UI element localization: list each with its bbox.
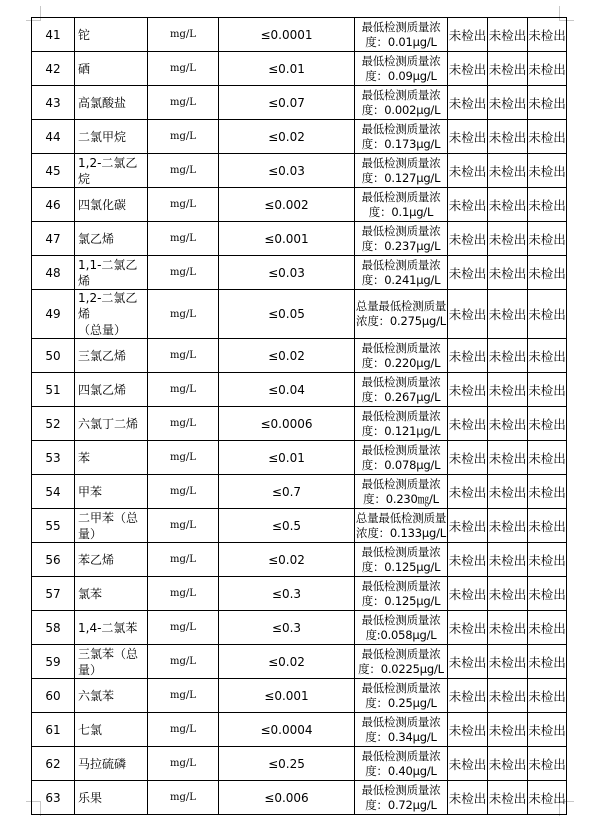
item-number: 42 <box>32 52 75 86</box>
indicator-name: 1,2-二氯乙烷 <box>75 154 148 188</box>
indicator-name: 1,4-二氯苯 <box>75 611 148 645</box>
unit-cell: mg/L <box>148 781 219 815</box>
item-number: 45 <box>32 154 75 188</box>
result-cell: 未检出 <box>488 747 528 781</box>
item-number: 46 <box>32 188 75 222</box>
unit-cell: mg/L <box>148 407 219 441</box>
table-row <box>32 679 567 713</box>
indicator-name: 六氯苯 <box>75 679 148 713</box>
result-cell: 未检出 <box>488 154 528 188</box>
result-cell: 未检出 <box>488 407 528 441</box>
item-number: 50 <box>32 339 75 373</box>
detection-note: 最低检测质量浓 度：0.25μg/L <box>355 679 448 713</box>
item-number: 63 <box>32 781 75 815</box>
table-row <box>32 154 567 188</box>
item-number: 49 <box>32 290 75 339</box>
limit-value: ≤0.002 <box>219 188 355 222</box>
result-cell: 未检出 <box>448 407 488 441</box>
indicator-name: 1,1-二氯乙烯 <box>75 256 148 290</box>
indicator-name: 二甲苯（总量） <box>75 509 148 543</box>
result-cell: 未检出 <box>528 577 567 611</box>
result-cell: 未检出 <box>528 86 567 120</box>
limit-value: ≤0.3 <box>219 577 355 611</box>
result-cell: 未检出 <box>488 188 528 222</box>
limit-value: ≤0.0006 <box>219 407 355 441</box>
item-number: 48 <box>32 256 75 290</box>
result-cell: 未检出 <box>488 52 528 86</box>
detection-note: 最低检测质量浓 度：0.125μg/L <box>355 577 448 611</box>
item-number: 47 <box>32 222 75 256</box>
result-cell: 未检出 <box>448 290 488 339</box>
limit-value: ≤0.0001 <box>219 18 355 52</box>
indicator-name: 六氯丁二烯 <box>75 407 148 441</box>
unit-cell: mg/L <box>148 373 219 407</box>
indicator-name: 三氯苯（总量） <box>75 645 148 679</box>
result-cell: 未检出 <box>488 645 528 679</box>
table-row <box>32 373 567 407</box>
result-cell: 未检出 <box>448 339 488 373</box>
indicator-name: 硒 <box>75 52 148 86</box>
item-number: 61 <box>32 713 75 747</box>
limit-value: ≤0.001 <box>219 679 355 713</box>
table-row <box>32 52 567 86</box>
result-cell: 未检出 <box>448 52 488 86</box>
indicator-name: 乐果 <box>75 781 148 815</box>
detection-note: 最低检测质量浓 度：0.72μg/L <box>355 781 448 815</box>
detection-note: 最低检测质量浓 度：0.078μg/L <box>355 441 448 475</box>
result-cell: 未检出 <box>448 475 488 509</box>
detection-note: 最低检测质量浓 度：0.230㎎/L <box>355 475 448 509</box>
unit-cell: mg/L <box>148 154 219 188</box>
item-number: 41 <box>32 18 75 52</box>
result-cell: 未检出 <box>528 475 567 509</box>
result-cell: 未检出 <box>448 713 488 747</box>
table-row <box>32 290 567 339</box>
item-number: 55 <box>32 509 75 543</box>
result-cell: 未检出 <box>528 441 567 475</box>
unit-cell: mg/L <box>148 222 219 256</box>
result-cell: 未检出 <box>448 645 488 679</box>
detection-note: 最低检测质量浓 度：0.220μg/L <box>355 339 448 373</box>
item-number: 44 <box>32 120 75 154</box>
indicator-name: 马拉硫磷 <box>75 747 148 781</box>
result-cell: 未检出 <box>488 441 528 475</box>
unit-cell: mg/L <box>148 18 219 52</box>
detection-note: 最低检测质量浓 度：0.173μg/L <box>355 120 448 154</box>
result-cell: 未检出 <box>488 373 528 407</box>
indicator-name: 四氯乙烯 <box>75 373 148 407</box>
limit-value: ≤0.02 <box>219 645 355 679</box>
result-cell: 未检出 <box>448 509 488 543</box>
limit-value: ≤0.02 <box>219 543 355 577</box>
result-cell: 未检出 <box>488 611 528 645</box>
result-cell: 未检出 <box>488 222 528 256</box>
table-row <box>32 713 567 747</box>
result-cell: 未检出 <box>488 475 528 509</box>
result-cell: 未检出 <box>528 154 567 188</box>
water-quality-table <box>31 17 567 815</box>
unit-cell: mg/L <box>148 441 219 475</box>
result-cell: 未检出 <box>448 679 488 713</box>
indicator-name: 1,2-二氯乙烯 （总量） <box>75 290 148 339</box>
item-number: 57 <box>32 577 75 611</box>
result-cell: 未检出 <box>528 290 567 339</box>
result-cell: 未检出 <box>488 509 528 543</box>
detection-note: 最低检测质量浓 度：0.241μg/L <box>355 256 448 290</box>
result-cell: 未检出 <box>448 781 488 815</box>
limit-value: ≤0.03 <box>219 154 355 188</box>
result-cell: 未检出 <box>528 188 567 222</box>
result-cell: 未检出 <box>488 713 528 747</box>
indicator-name: 七氯 <box>75 713 148 747</box>
result-cell: 未检出 <box>528 256 567 290</box>
unit-cell: mg/L <box>148 475 219 509</box>
limit-value: ≤0.03 <box>219 256 355 290</box>
indicator-name: 四氯化碳 <box>75 188 148 222</box>
item-number: 54 <box>32 475 75 509</box>
unit-cell: mg/L <box>148 577 219 611</box>
result-cell: 未检出 <box>448 441 488 475</box>
indicator-name: 氯乙烯 <box>75 222 148 256</box>
detection-note: 最低检测质量浓 度：0.125μg/L <box>355 543 448 577</box>
table-row <box>32 222 567 256</box>
unit-cell: mg/L <box>148 52 219 86</box>
result-cell: 未检出 <box>448 18 488 52</box>
result-cell: 未检出 <box>448 747 488 781</box>
table-row <box>32 441 567 475</box>
result-cell: 未检出 <box>528 339 567 373</box>
result-cell: 未检出 <box>488 577 528 611</box>
detection-note: 总量最低检测质量 浓度：0.133μg/L <box>355 509 448 543</box>
unit-cell: mg/L <box>148 611 219 645</box>
result-cell: 未检出 <box>448 373 488 407</box>
indicator-name: 高氯酸盐 <box>75 86 148 120</box>
detection-note: 最低检测质量浓 度：0.34μg/L <box>355 713 448 747</box>
indicator-name: 氯苯 <box>75 577 148 611</box>
item-number: 43 <box>32 86 75 120</box>
item-number: 51 <box>32 373 75 407</box>
unit-cell: mg/L <box>148 679 219 713</box>
result-cell: 未检出 <box>528 52 567 86</box>
result-cell: 未检出 <box>528 747 567 781</box>
table-row <box>32 120 567 154</box>
unit-cell: mg/L <box>148 543 219 577</box>
result-cell: 未检出 <box>528 611 567 645</box>
table-row <box>32 188 567 222</box>
unit-cell: mg/L <box>148 86 219 120</box>
item-number: 62 <box>32 747 75 781</box>
table-row <box>32 339 567 373</box>
table-row <box>32 645 567 679</box>
limit-value: ≤0.02 <box>219 339 355 373</box>
limit-value: ≤0.5 <box>219 509 355 543</box>
limit-value: ≤0.001 <box>219 222 355 256</box>
result-cell: 未检出 <box>448 222 488 256</box>
result-cell: 未检出 <box>488 339 528 373</box>
result-cell: 未检出 <box>528 373 567 407</box>
table-row <box>32 256 567 290</box>
table-row <box>32 577 567 611</box>
limit-value: ≤0.01 <box>219 52 355 86</box>
result-cell: 未检出 <box>528 679 567 713</box>
unit-cell: mg/L <box>148 290 219 339</box>
indicator-name: 苯乙烯 <box>75 543 148 577</box>
result-cell: 未检出 <box>448 120 488 154</box>
result-cell: 未检出 <box>448 256 488 290</box>
detection-note: 最低检测质量浓 度：0.121μg/L <box>355 407 448 441</box>
detection-note: 最低检测质量浓 度：0.40μg/L <box>355 747 448 781</box>
table-row <box>32 509 567 543</box>
limit-value: ≤0.05 <box>219 290 355 339</box>
detection-note: 最低检测质量浓 度：0.09μg/L <box>355 52 448 86</box>
result-cell: 未检出 <box>488 781 528 815</box>
item-number: 60 <box>32 679 75 713</box>
limit-value: ≤0.01 <box>219 441 355 475</box>
item-number: 53 <box>32 441 75 475</box>
result-cell: 未检出 <box>528 18 567 52</box>
detection-note: 最低检测质量浓 度：0.002μg/L <box>355 86 448 120</box>
result-cell: 未检出 <box>528 781 567 815</box>
result-cell: 未检出 <box>488 18 528 52</box>
unit-cell: mg/L <box>148 339 219 373</box>
unit-cell: mg/L <box>148 713 219 747</box>
result-cell: 未检出 <box>528 645 567 679</box>
limit-value: ≤0.02 <box>219 120 355 154</box>
limit-value: ≤0.25 <box>219 747 355 781</box>
limit-value: ≤0.3 <box>219 611 355 645</box>
result-cell: 未检出 <box>488 120 528 154</box>
table-row <box>32 747 567 781</box>
result-cell: 未检出 <box>488 256 528 290</box>
indicator-name: 甲苯 <box>75 475 148 509</box>
table-row <box>32 543 567 577</box>
result-cell: 未检出 <box>448 188 488 222</box>
table-row <box>32 475 567 509</box>
unit-cell: mg/L <box>148 120 219 154</box>
result-cell: 未检出 <box>448 611 488 645</box>
result-cell: 未检出 <box>528 407 567 441</box>
detection-note: 最低检测质量浓 度:0.058μg/L <box>355 611 448 645</box>
result-cell: 未检出 <box>448 543 488 577</box>
result-cell: 未检出 <box>528 713 567 747</box>
detection-note: 最低检测质量浓 度：0.267μg/L <box>355 373 448 407</box>
unit-cell: mg/L <box>148 645 219 679</box>
result-cell: 未检出 <box>448 154 488 188</box>
item-number: 52 <box>32 407 75 441</box>
table-row <box>32 18 567 52</box>
result-cell: 未检出 <box>528 543 567 577</box>
limit-value: ≤0.7 <box>219 475 355 509</box>
result-cell: 未检出 <box>488 86 528 120</box>
limit-value: ≤0.006 <box>219 781 355 815</box>
result-cell: 未检出 <box>528 222 567 256</box>
detection-note: 最低检测质量浓 度：0.0225μg/L <box>355 645 448 679</box>
table-row <box>32 86 567 120</box>
unit-cell: mg/L <box>148 747 219 781</box>
limit-value: ≤0.0004 <box>219 713 355 747</box>
unit-cell: mg/L <box>148 256 219 290</box>
detection-note: 总量最低检测质量 浓度：0.275μg/L <box>355 290 448 339</box>
result-cell: 未检出 <box>448 86 488 120</box>
result-cell: 未检出 <box>488 543 528 577</box>
result-cell: 未检出 <box>488 679 528 713</box>
detection-note: 最低检测质量浓 度：0.237μg/L <box>355 222 448 256</box>
indicator-name: 三氯乙烯 <box>75 339 148 373</box>
detection-note: 最低检测质量浓 度：0.1μg/L <box>355 188 448 222</box>
item-number: 58 <box>32 611 75 645</box>
table-row <box>32 781 567 815</box>
limit-value: ≤0.04 <box>219 373 355 407</box>
result-cell: 未检出 <box>488 290 528 339</box>
result-cell: 未检出 <box>528 509 567 543</box>
indicator-name: 铊 <box>75 18 148 52</box>
indicator-name: 苯 <box>75 441 148 475</box>
detection-note: 最低检测质量浓 度：0.01μg/L <box>355 18 448 52</box>
result-cell: 未检出 <box>528 120 567 154</box>
result-cell: 未检出 <box>448 577 488 611</box>
item-number: 59 <box>32 645 75 679</box>
limit-value: ≤0.07 <box>219 86 355 120</box>
indicator-name: 二氯甲烷 <box>75 120 148 154</box>
item-number: 56 <box>32 543 75 577</box>
unit-cell: mg/L <box>148 188 219 222</box>
table-row <box>32 407 567 441</box>
detection-note: 最低检测质量浓 度：0.127μg/L <box>355 154 448 188</box>
table-row <box>32 611 567 645</box>
unit-cell: mg/L <box>148 509 219 543</box>
